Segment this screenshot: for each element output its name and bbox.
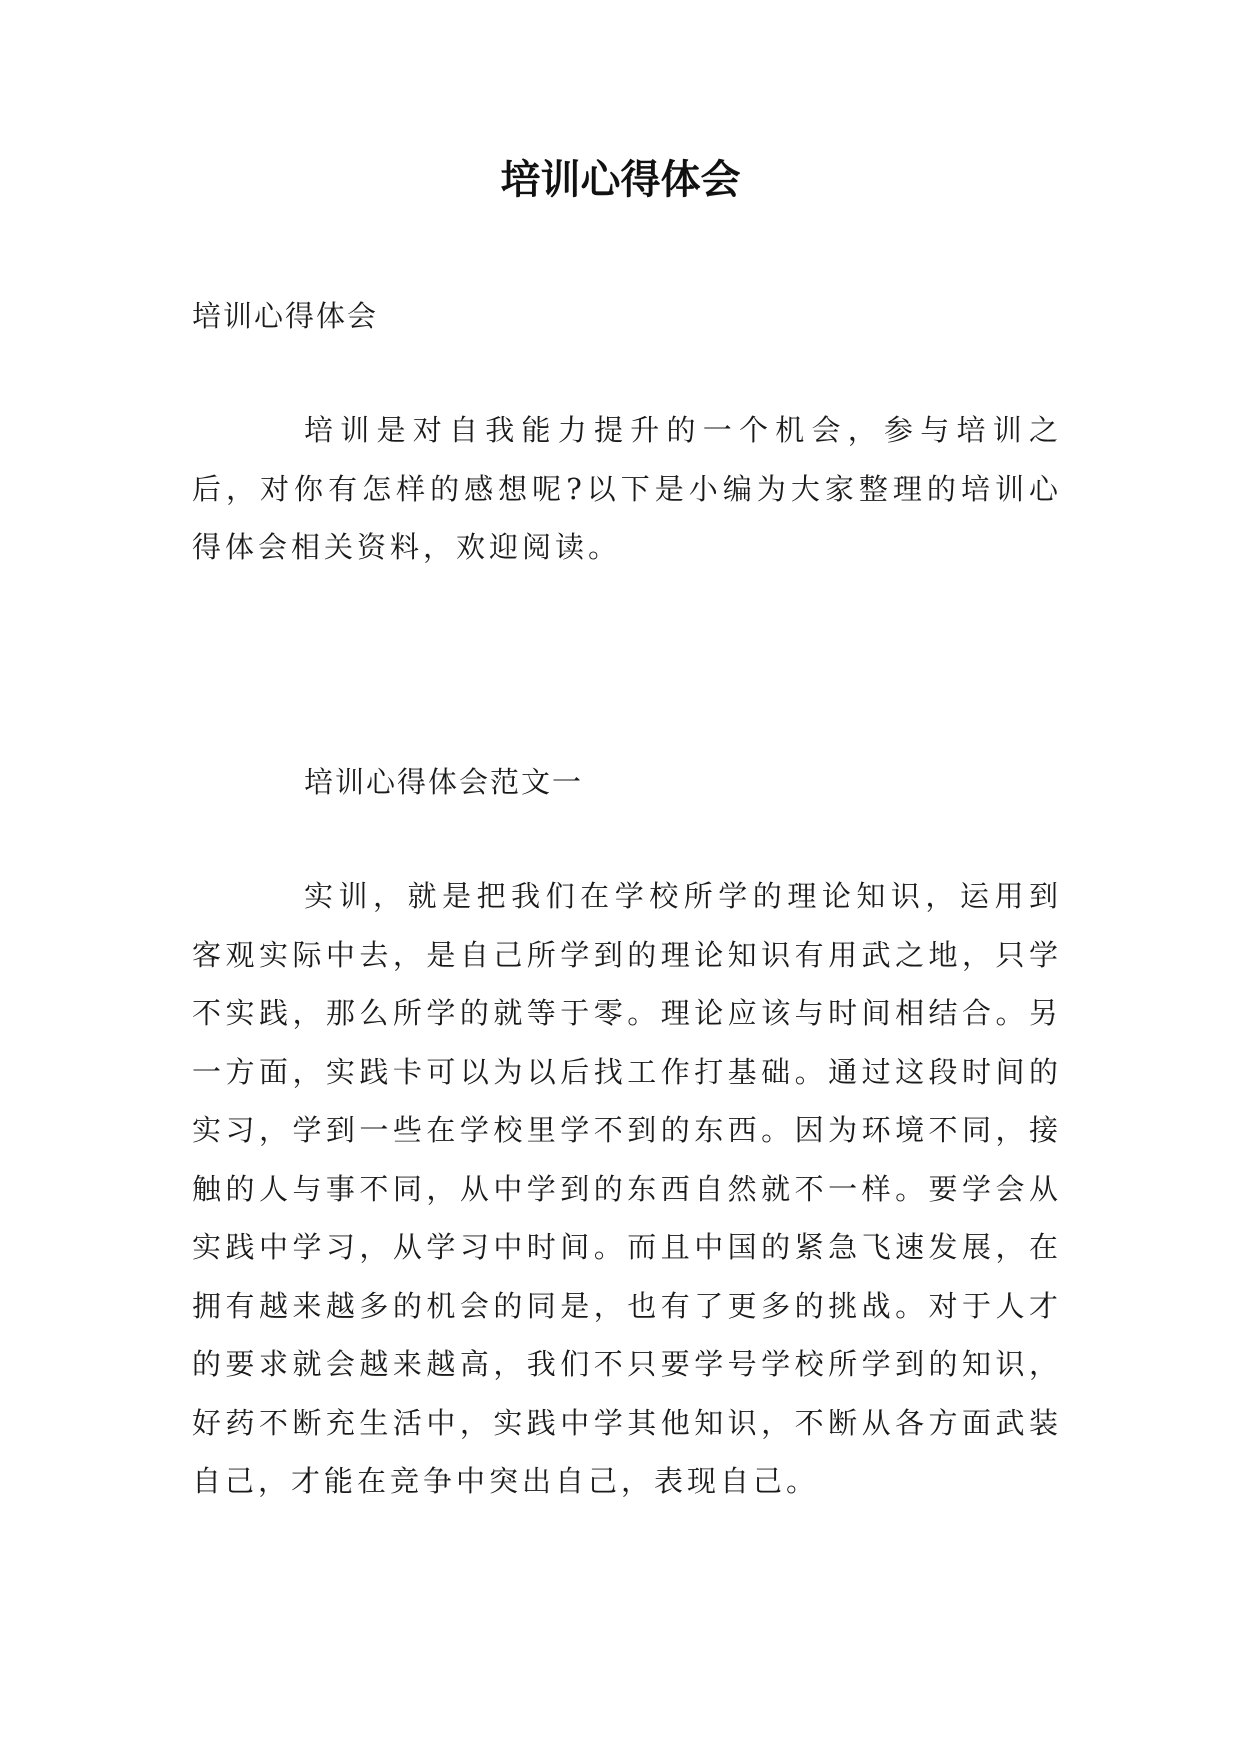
body-paragraph: 实训，就是把我们在学校所学的理论知识，运用到客观实际中去，是自己所学到的理论知识有用武之地，只学不实践，那么所学的就等于零。理论应该与时间相结合。另一方面，实践卡可以为以后找工作打基础。通过这段时间的实习，学到一些在学校里学不到的东西。因为环境不同，接触的人与事不同，从中学到的东西自然就不一样。要学会从实践中学习，从学习中时间。而且中国的紧急飞速发展，在拥有越来越多的机会的同是，也有了更多的挑战。对于人才的要求就会越来越高，我们不只要学号学校所学到的知识，好药不断充生活中，实践中学其他知识，不断从各方面武装自己，才能在竞争中突出自己，表现自己。 [192, 879, 1062, 1498]
document-subtitle: 培训心得体会 [192, 299, 379, 333]
section-heading: 培训心得体会范文一 [304, 765, 584, 799]
intro-paragraph: 培训是对自我能力提升的一个机会，参与培训之后，对你有怎样的感想呢?以下是小编为大家整理的培训心得体会相关资料，欢迎阅读。 [192, 413, 1062, 564]
document-title: 培训心得体会 [500, 157, 741, 203]
